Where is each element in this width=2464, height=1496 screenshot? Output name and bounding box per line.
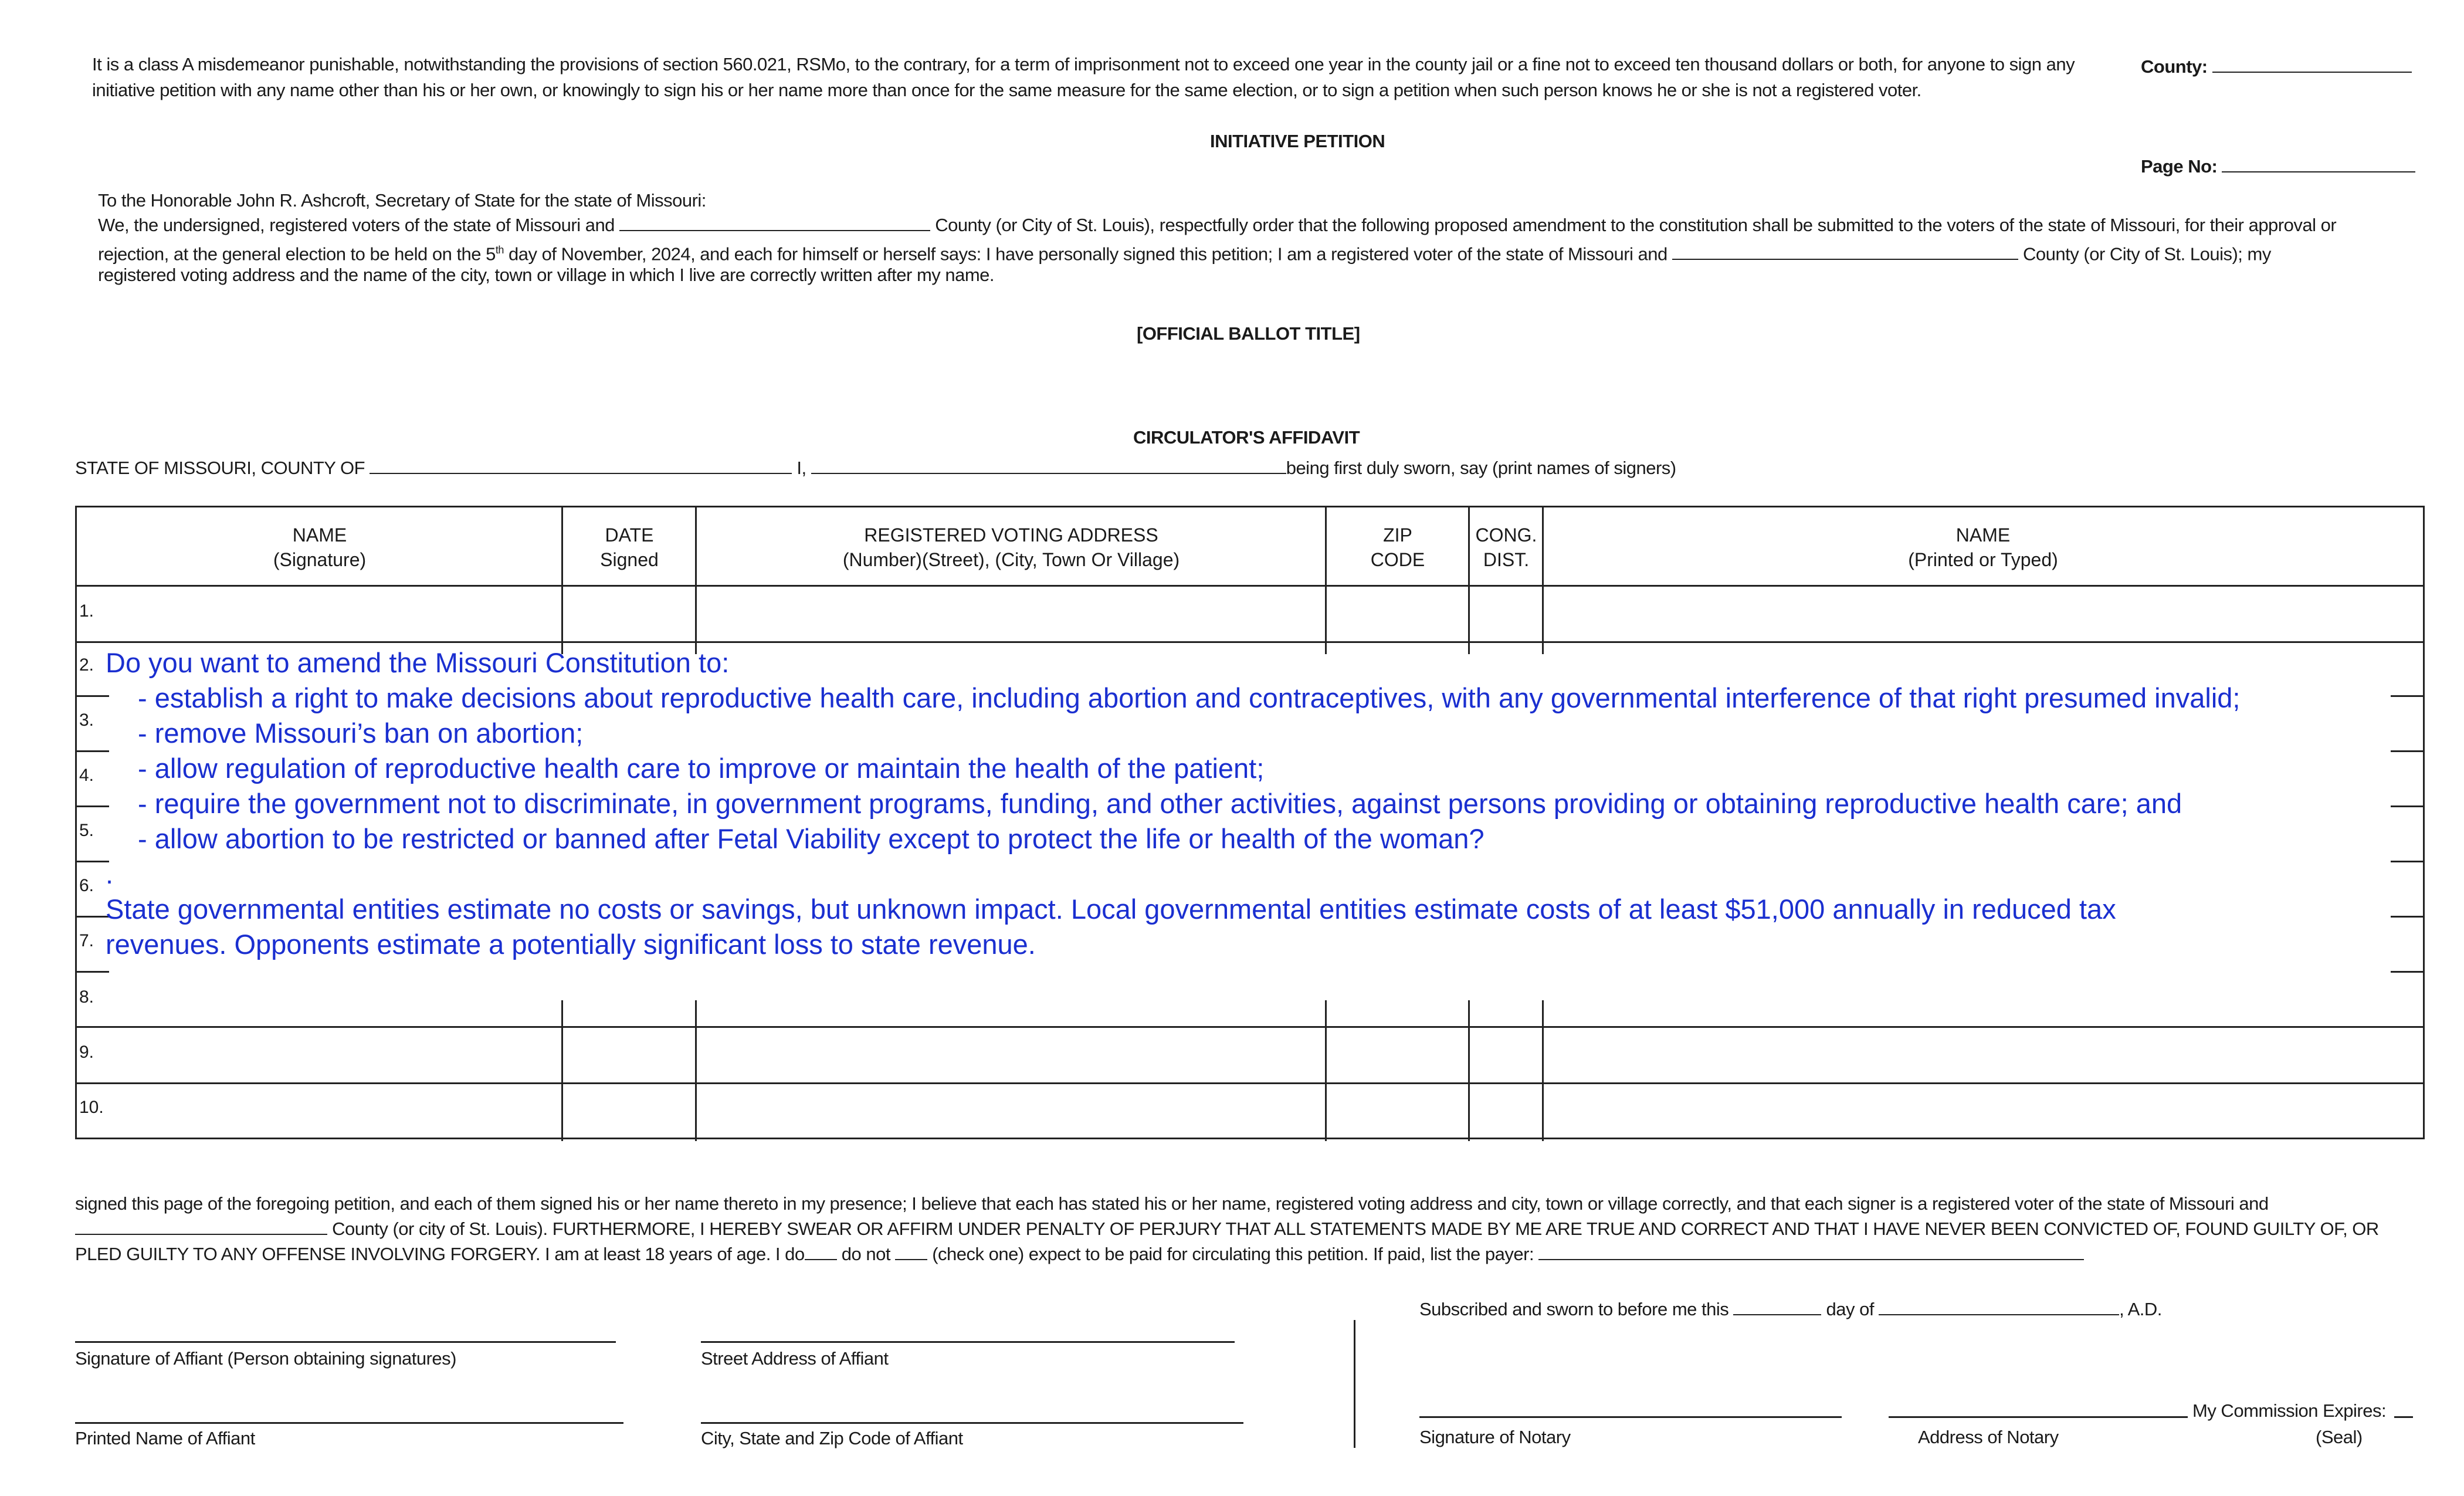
col-divider xyxy=(561,507,563,654)
row-number: 6. xyxy=(79,876,94,895)
col-divider xyxy=(1542,507,1544,654)
notary-signature-line[interactable] xyxy=(1419,1416,1842,1418)
row-dash xyxy=(2391,861,2423,862)
row-dash xyxy=(2391,805,2423,807)
row-divider xyxy=(77,641,2423,643)
col-divider xyxy=(1325,507,1327,654)
affiant-printed-name-label: Printed Name of Affiant xyxy=(75,1428,255,1448)
address-line2: rejection, at the general election to be held on the 5th day of November, 2024, and each for himself or herself says: I have personally signed this petition; I am a registered voter of the state of Missouri and County (or City of St. Louis); my xyxy=(98,237,2271,267)
col-divider xyxy=(1468,507,1470,654)
row-number: 8. xyxy=(79,987,94,1007)
col-divider xyxy=(561,1000,563,1141)
row-dash xyxy=(77,805,109,807)
affiant-city-line[interactable] xyxy=(701,1422,1243,1424)
ballot-language-overlay xyxy=(106,645,2240,962)
col-header-zip: ZIP CODE xyxy=(1370,524,1425,570)
affiant-city-label: City, State and Zip Code of Affiant xyxy=(701,1428,963,1448)
row-dash xyxy=(77,695,109,697)
fiscal-note-line2: revenues. Opponents estimate a potentially significant loss to state revenue. xyxy=(106,929,1036,960)
ballot-question: Do you want to amend the Missouri Constitution to: xyxy=(106,647,730,678)
footer-line3: PLED GUILTY TO ANY OFFENSE INVOLVING FORGERY. I am at least 18 years of age. I do do not (check one) expect to be paid for circulating this petition. If paid, list the payer: xyxy=(75,1241,2084,1267)
fiscal-note-line1: State governmental entities estimate no costs or savings, but unknown impact. Local governmental entities estimate costs of at least $51,000 annually in reduced tax xyxy=(106,893,2116,925)
col-header-name-signature: NAME (Signature) xyxy=(273,524,367,570)
row-dash xyxy=(77,861,109,862)
notary-signature-label: Signature of Notary xyxy=(1419,1427,1571,1447)
warning-text-line2: initiative petition with any name other than his or her own, or knowingly to sign his or her name more than once for the same measure for the same election, or to sign a petition when such person knows he or she is not a registered voter. xyxy=(92,80,1921,100)
row-number: 3. xyxy=(79,710,94,730)
col-header-name-printed: NAME (Printed or Typed) xyxy=(1908,524,2058,570)
county-label: County: xyxy=(2141,56,2208,77)
affiant-printed-name-line[interactable] xyxy=(75,1422,623,1424)
notary-address-line[interactable] xyxy=(1889,1416,2188,1418)
col-divider xyxy=(695,507,697,654)
row-dash xyxy=(77,971,109,973)
row-dash xyxy=(77,916,109,918)
col-header-cong-dist: CONG. DIST. xyxy=(1475,524,1537,570)
row-dash xyxy=(2391,916,2423,918)
header-divider xyxy=(77,585,2423,587)
row-dash xyxy=(77,750,109,752)
footer-line2: County (or city of St. Louis). FURTHERMORE, I HEREBY SWEAR OR AFFIRM UNDER PENALTY OF PERJURY THAT ALL STATEMENTS MADE BY ME ARE TRUE AND CORRECT AND THAT I HAVE NEVER BEEN CONVICTED OF, FOUND GUILTY OF, OR xyxy=(75,1216,2379,1242)
row-number: 4. xyxy=(79,766,94,785)
col-divider xyxy=(1325,1000,1327,1141)
row-number: 9. xyxy=(79,1043,94,1062)
county-blank-2[interactable] xyxy=(1672,241,2018,260)
vertical-divider xyxy=(1354,1320,1355,1448)
commission-expires-label: My Commission Expires: xyxy=(2192,1400,2387,1421)
page-no-field[interactable] xyxy=(2141,154,2415,180)
ballot-bullet: - require the government not to discriminate, in government programs, funding, and other activities, against persons providing or obtaining reproductive health care; and xyxy=(138,788,2182,819)
do-not-blank[interactable] xyxy=(895,1241,927,1260)
address-line3: registered voting address and the name of the city, town or village in which I live are correctly written after my name. xyxy=(98,265,995,285)
affiant-street-label: Street Address of Affiant xyxy=(701,1348,889,1369)
page-title: INITIATIVE PETITION xyxy=(1210,131,1385,151)
col-divider xyxy=(1542,1000,1544,1141)
notary-address-label: Address of Notary xyxy=(1918,1427,2059,1447)
row-number: 10. xyxy=(79,1098,104,1117)
ballot-bullet: - establish a right to make decisions about reproductive health care, including abortion and contraceptives, with any governmental interference of that right presumed invalid; xyxy=(138,682,2241,713)
affidavit-county-blank[interactable] xyxy=(370,455,792,474)
payer-blank[interactable] xyxy=(1538,1241,2084,1260)
ballot-bullet: - remove Missouri’s ban on abortion; xyxy=(138,717,584,749)
row-divider xyxy=(77,1026,2423,1028)
page-no-label: Page No: xyxy=(2141,156,2218,177)
page-no-blank[interactable] xyxy=(2222,154,2415,172)
row-number: 5. xyxy=(79,821,94,840)
footer-line1: signed this page of the foregoing petition, and each of them signed his or her name thereto in my presence; I believe that each has stated his or her name, registered voting address and city, town or village correctly, and that each signer is a registered voter of the state of Missouri and xyxy=(75,1193,2269,1214)
col-header-address: REGISTERED VOTING ADDRESS (Number)(Street), (City, Town Or Village) xyxy=(842,524,1180,570)
sworn-month-blank[interactable] xyxy=(1879,1297,2119,1315)
ballot-dot: . xyxy=(106,858,114,889)
sworn-day-blank[interactable] xyxy=(1733,1297,1821,1315)
salutation: To the Honorable John R. Ashcroft, Secretary of State for the state of Missouri: xyxy=(98,190,706,211)
address-line1: We, the undersigned, registered voters of the state of Missouri and County (or City of St. Louis), respectfully order that the following proposed amendment to the constitution shall be submitted to the voters of the state of Missouri, for their approval or xyxy=(98,212,2336,238)
sworn-line: Subscribed and sworn to before me this day of , A.D. xyxy=(1419,1297,2162,1322)
row-divider xyxy=(77,1082,2423,1084)
ballot-bullet: - allow abortion to be restricted or banned after Fetal Viability except to protect the life or health of the woman? xyxy=(138,823,1484,854)
row-dash xyxy=(2391,695,2423,697)
county-blank[interactable] xyxy=(2212,54,2412,73)
county-field[interactable] xyxy=(2141,54,2412,80)
affiant-signature-label: Signature of Affiant (Person obtaining signatures) xyxy=(75,1348,456,1369)
col-header-date-signed: DATE Signed xyxy=(600,524,659,570)
commission-expires-blank[interactable] xyxy=(2394,1416,2413,1418)
row-number: 1. xyxy=(79,601,94,621)
affiant-name-blank[interactable] xyxy=(811,455,1286,474)
col-divider xyxy=(1468,1000,1470,1141)
affiant-street-line[interactable] xyxy=(701,1341,1235,1343)
affidavit-state-line: STATE OF MISSOURI, COUNTY OF I, being first duly sworn, say (print names of signers) xyxy=(75,455,1676,481)
row-number: 2. xyxy=(79,655,94,675)
county-blank-1[interactable] xyxy=(619,212,930,231)
affiant-signature-line[interactable] xyxy=(75,1341,616,1343)
col-divider xyxy=(695,1000,697,1141)
row-dash xyxy=(2391,750,2423,752)
affidavit-title: CIRCULATOR'S AFFIDAVIT xyxy=(1133,427,1360,448)
row-dash xyxy=(2391,971,2423,973)
do-blank[interactable] xyxy=(805,1241,837,1260)
seal-label: (Seal) xyxy=(2316,1427,2363,1447)
ballot-bullet: - allow regulation of reproductive health care to improve or maintain the health of the patient; xyxy=(138,753,1265,784)
ballot-title-label: [OFFICIAL BALLOT TITLE] xyxy=(1137,323,1360,344)
warning-text-line1: It is a class A misdemeanor punishable, notwithstanding the provisions of section 560.021, RSMo, to the contrary, for a term of imprisonment not to exceed one year in the county jail or a fine not to exceed ten thousand dollars or both, for anyone to sign any xyxy=(92,54,2075,75)
footer-county-blank[interactable] xyxy=(75,1216,327,1235)
row-number: 7. xyxy=(79,931,94,950)
